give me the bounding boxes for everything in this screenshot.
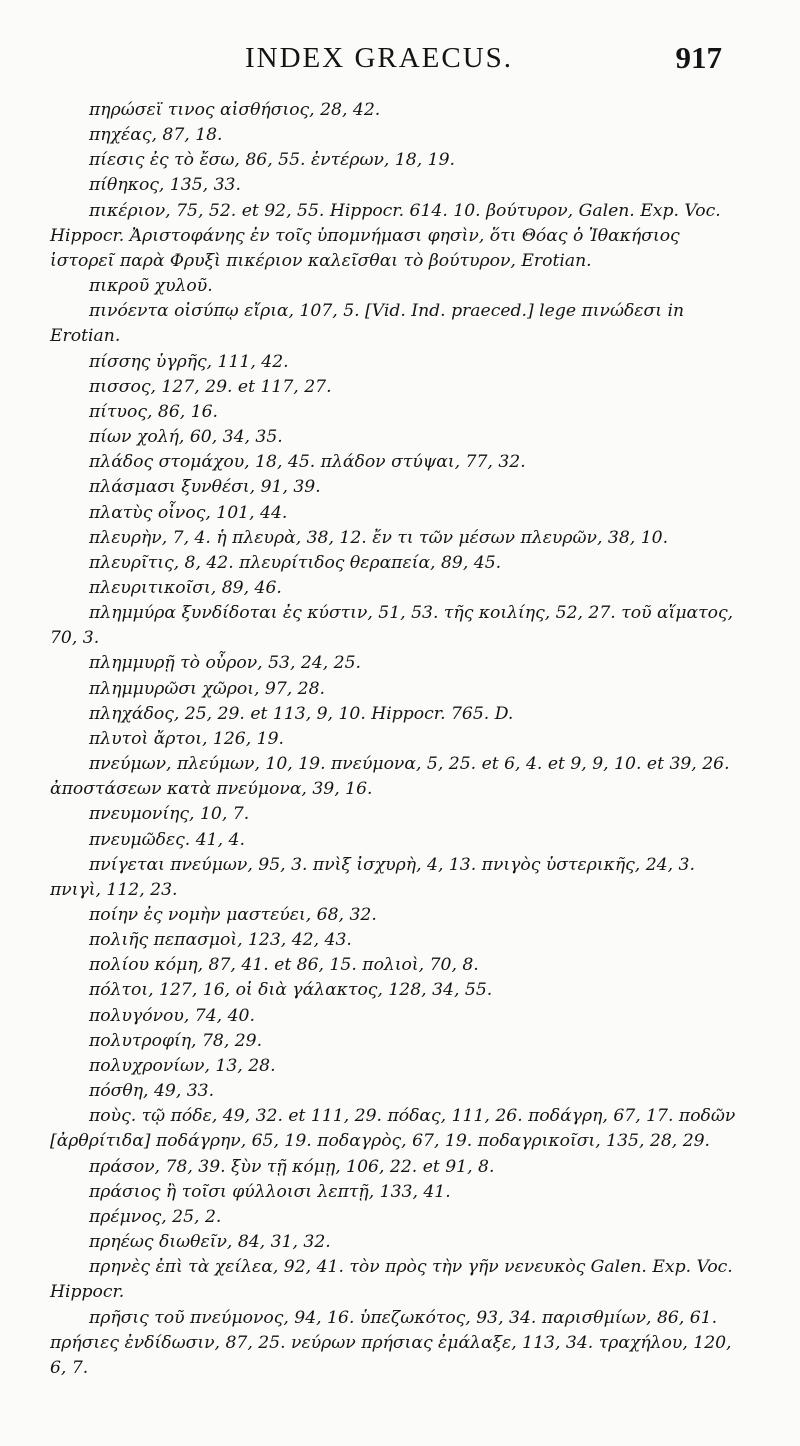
index-entry: πηρώσεϊ τινος αἰσθήσιος, 28, 42. xyxy=(89,100,381,120)
index-entry: πολίου κόμη, 87, 41. et 86, 15. πολιοὶ, 70, 8. xyxy=(89,955,479,976)
index-entry: πλάσμασι ξυνθέσι, 91, 39. xyxy=(89,477,321,498)
index-entry: πλημμυρῇ τὸ οὖρον, 53, 24, 25. xyxy=(89,653,362,674)
index-entry: πολυγόνου, 74, 40. xyxy=(89,1005,255,1026)
index-entry: πλατὺς οἶνος, 101, 44. xyxy=(89,502,288,523)
index-entry: πνευμῶδες. 41, 4. xyxy=(89,829,245,850)
page-header xyxy=(60,42,722,82)
index-entry: πικέριον, 75, 52. et 92, 55. Hippocr. 614. 10. βούτυρον, Galen. Exp. Voc. Hippocr. Ἀριστοφάνης ἐν τοῖς ὑπομνήμασι φησὶν, ὅτι Θόας ὁ Ἰθακήσιος ἱστορεῖ παρὰ Φρυξὶ πικέριον καλεῖσθαι τὸ βούτυρον, Erotian. xyxy=(50,200,721,271)
index-entry: πίτυος, 86, 16. xyxy=(89,401,219,422)
index-entry: πίεσις ἐς τὸ ἔσω, 86, 55. ἐντέρων, 18, 19. xyxy=(89,150,455,171)
index-entry: πηχέας, 87, 18. xyxy=(89,125,223,146)
index-entry: πικροῦ χυλοῦ. xyxy=(89,276,213,297)
index-entry: πράσον, 78, 39. ξὺν τῇ κόμῃ, 106, 22. et 91, 8. xyxy=(89,1156,495,1177)
index-entry: πνίγεται πνεύμων, 95, 3. πνὶξ ἰσχυρὴ, 4, 13. πνιγὸς ὑστερικῆς, 24, 3. πνιγὶ, 112, 23. xyxy=(50,854,695,900)
index-entry: πλημμυρῶσι χῶροι, 97, 28. xyxy=(89,678,326,699)
index-entry: πληχάδος, 25, 29. et 113, 9, 10. Hippocr. 765. D. xyxy=(89,703,514,724)
index-entry: πισσος, 127, 29. et 117, 27. xyxy=(89,376,332,397)
index-entry: πολυτροφίη, 78, 29. xyxy=(89,1030,263,1051)
running-title: INDEX GRAECUS. xyxy=(245,42,514,74)
index-entry: πνευμονίης, 10, 7. xyxy=(89,804,250,825)
index-entry: ποίην ἐς νομὴν μαστεύει, 68, 32. xyxy=(89,905,377,925)
index-entry: πόσθη, 49, 33. xyxy=(89,1081,215,1102)
index-entry: ποὺς. τῷ πόδε, 49, 32. et 111, 29. πόδας, 111, 26. ποδάγρη, 67, 17. ποδῶν [ἀρθρίτιδα] ποδάγρην, 65, 19. ποδαγρὸς, 67, 19. ποδαγρικοῖσι, 135, 28, 29. xyxy=(50,1106,736,1152)
index-entry: πρηέως διωθεῖν, 84, 31, 32. xyxy=(89,1232,331,1253)
index-entry: πνεύμων, πλεύμων, 10, 19. πνεύμονα, 5, 25. et 6, 4. et 9, 9, 10. et 39, 26. ἀποστάσεων κατὰ πνεύμονα, 39, 16. xyxy=(50,754,730,800)
index-entry: πλυτοὶ ἄρτοι, 126, 19. xyxy=(89,728,284,749)
index-entry: πράσιος ἢ τοῖσι φύλλοισι λεπτῇ, 133, 41. xyxy=(89,1181,451,1202)
index-entry: πλημμύρα ξυνδίδοται ἐς κύστιν, 51, 53. τῆς κοιλίης, 52, 27. τοῦ αἵματος, 70, 3. xyxy=(50,603,734,649)
index-entry: πίσσης ὑγρῆς, 111, 42. xyxy=(89,351,289,372)
index-entry: πόλτοι, 127, 16, οἱ διὰ γάλακτος, 128, 34, 55. xyxy=(89,980,493,1001)
index-entry: πλευρῖτις, 8, 42. πλευρίτιδος θεραπεία, 89, 45. xyxy=(89,552,502,573)
index-entry: πίθηκος, 135, 33. xyxy=(89,175,241,196)
index-entries xyxy=(50,98,740,1381)
index-entry: πίων χολή, 60, 34, 35. xyxy=(89,427,283,448)
index-entry: πινόεντα οἰσύπῳ εἴρια, 107, 5. [Vid. Ind. praeced.] lege πινώδεσι in Erotian. xyxy=(50,301,685,347)
page-number: 917 xyxy=(675,40,722,75)
index-entry: πρηνὲς ἐπὶ τὰ χείλεα, 92, 41. τὸν πρὸς τὴν γῆν νενευκὸς Galen. Exp. Voc. Hippocr. xyxy=(50,1257,733,1303)
index-entry: πλευρὴν, 7, 4. ἡ πλευρὰ, 38, 12. ἔν τι τῶν μέσων πλευρῶν, 38, 10. xyxy=(89,527,669,548)
index-entry: πρέμνος, 25, 2. xyxy=(89,1206,222,1227)
index-entry: πολυχρονίων, 13, 28. xyxy=(89,1055,276,1076)
index-entry: πρῆσις τοῦ πνεύμονος, 94, 16. ὑπεζωκότος, 93, 34. παρισθμίων, 86, 61. πρήσιες ἐνδίδωσιν, 87, 25. νεύρων πρήσιας ἐμάλαξε, 113, 34. τραχήλου, 120, 6, 7. xyxy=(50,1307,732,1378)
index-entry: πλάδος στομάχου, 18, 45. πλάδον στύψαι, 77, 32. xyxy=(89,452,526,473)
index-entry: πλευριτικοῖσι, 89, 46. xyxy=(89,577,282,598)
index-entry: πολιῆς πεπασμοὶ, 123, 42, 43. xyxy=(89,930,352,951)
